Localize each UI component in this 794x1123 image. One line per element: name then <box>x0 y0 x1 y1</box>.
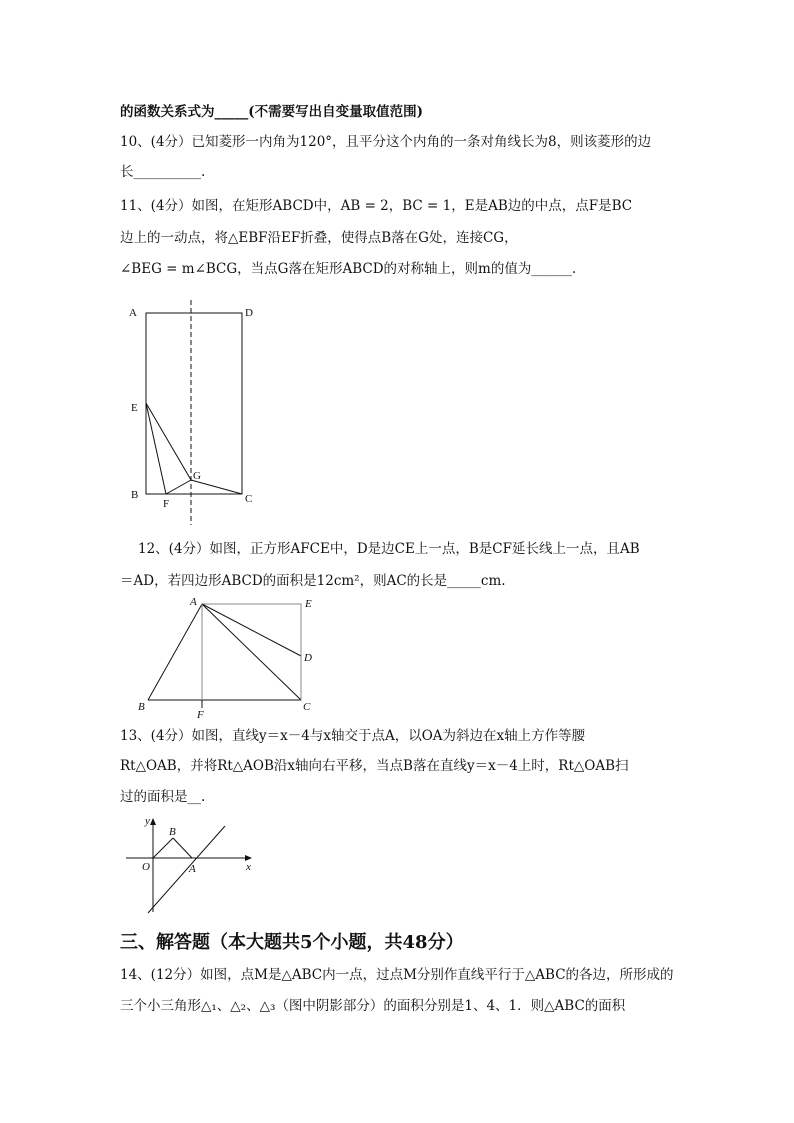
y-axis-arrow <box>150 818 156 825</box>
label-b: B <box>138 701 145 713</box>
q11-line2: 边上的一动点，将△EBF沿EF折叠，使得点B落在G处，连接CG， <box>120 230 518 246</box>
segment-ab <box>148 604 202 700</box>
segment-gc <box>191 480 242 494</box>
section-heading: 三、解答题（本大题共5个小题，共48分） <box>120 932 464 953</box>
q10-line1: 10、(4分）已知菱形一内角为120°，且平分这个内角的一条对角线长为8，则该菱形的边 <box>120 134 652 150</box>
label-e: E <box>305 598 312 610</box>
q12-line2: ＝AD，若四边形ABCD的面积是12cm²，则AC的长是_____cm. <box>120 573 506 589</box>
label-y: y <box>145 815 150 827</box>
line-y-eq-x-minus-4 <box>148 826 225 913</box>
segment-ac <box>202 604 301 700</box>
label-x: x <box>246 861 251 873</box>
label-e: E <box>131 402 138 414</box>
segment-fg <box>166 480 191 494</box>
label-f: F <box>163 498 170 510</box>
segment-ef <box>146 403 166 494</box>
segment-eg <box>146 403 191 480</box>
segment-ba <box>173 838 192 858</box>
q10-line2: 长__________. <box>120 164 206 180</box>
q14-line2: 三个小三角形△₁、△₂、△₃（图中阴影部分）的面积分别是1、4、1．则△ABC的面积 <box>120 998 626 1014</box>
q13-line3: 过的面积是__. <box>120 789 206 805</box>
label-d: D <box>245 307 253 319</box>
label-g: G <box>193 470 201 482</box>
figure-11 <box>125 300 265 530</box>
label-b: B <box>169 826 176 838</box>
label-f: F <box>197 709 204 721</box>
label-c: C <box>245 493 253 505</box>
segment-ad <box>202 604 301 656</box>
label-o: O <box>142 861 150 873</box>
figure-12 <box>135 594 325 724</box>
q11-line3: ∠BEG = m∠BCG，当点G落在矩形ABCD的对称轴上，则m的值为______. <box>120 261 577 277</box>
label-a: A <box>190 596 197 608</box>
q12-line1: 12、(4分）如图，正方形AFCE中，D是边CE上一点，B是CF延长线上一点，且AB <box>138 541 640 557</box>
label-a: A <box>189 863 196 875</box>
figure-13 <box>120 812 260 917</box>
label-d: D <box>304 652 312 664</box>
q14-line1: 14、(12分）如图，点M是△ABC内一点，过点M分别作直线平行于△ABC的各边，所形成的 <box>120 967 674 983</box>
q11-line1: 11、(4分）如图，在矩形ABCD中，AB = 2，BC = 1，E是AB边的中点，点F是BC <box>120 198 633 214</box>
q9-tail: 的函数关系式为_____(不需要写出自变量取值范围) <box>120 104 424 120</box>
q13-line2: Rt△OAB，并将Rt△AOB沿x轴向右平移，当点B落在直线y＝x－4上时，Rt△OAB扫 <box>120 758 629 774</box>
segment-ob <box>153 838 173 858</box>
q13-line1: 13、(4分）如图，直线y＝x－4与x轴交于点A，以OA为斜边在x轴上方作等腰 <box>120 728 586 744</box>
label-b: B <box>131 489 139 501</box>
label-a: A <box>129 307 137 319</box>
label-c: C <box>303 701 311 713</box>
